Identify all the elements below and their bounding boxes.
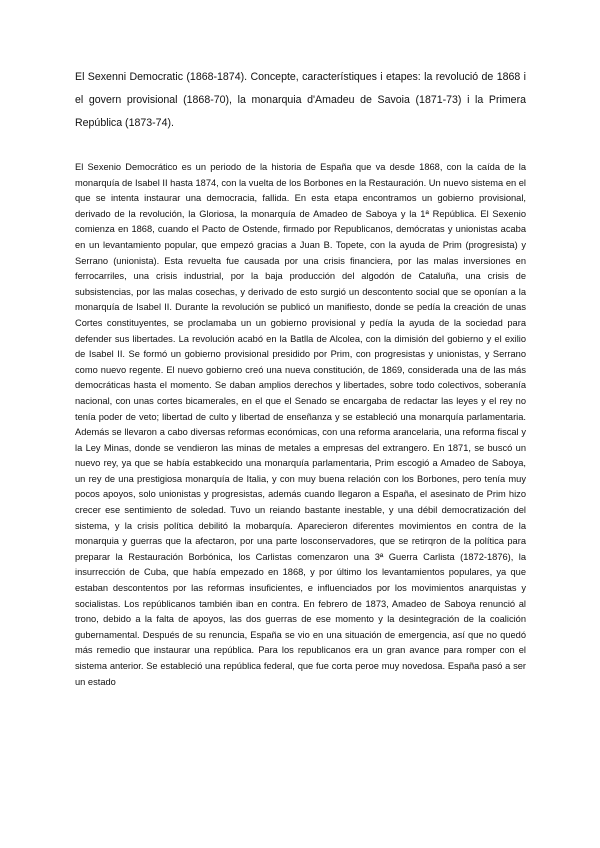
document-title: El Sexenni Democratic (1868-1874). Concepte, característiques i etapes: la revolució de 1868 i el govern provisional (1868-70), la monarquia d'Amadeu de Savoia (1871-73) i la Primera República (1873-74).	[75, 71, 526, 129]
document-body: El Sexenio Democrático es un periodo de la historia de España que va desde 1868, con la caída de la monarquía de Isabel II hasta 1874, con la vuelta de los Borbones en la Restauración. Un nuevo sistema en el que se intenta instaurar una democracia, fallida. En esta etapa encontramos un gobierno provisional, derivado de la revolución, la Gloriosa, la monarquía de Amadeo de Saboya y la 1ª República. El Sexenio comienza en 1868, cuando el Pacto de Ostende, firmado por Republicanos, demócratas y unionistas acaba en un levantamiento popular, que empezó gracias a Juan B. Topete, con la ayuda de Prim (progresista) y Serrano (unionista). Esta revuelta fue causada por una crisis financiera, por las malas inversiones en ferrocarriles, una crisis industrial, por la baja producción del algodón de Cataluña, una crisis de subsistencias, por las malas cosechas, y derivado de esto surgió un descontento social que se oponían a la monarquía de Isabel II. Durante la revolución se publicó un manifiesto, donde se pedía la creación de unas Cortes constituyentes, se proclamaba un un gobierno provisional y pedía la ayuda de la sociedad para defender sus libertades. La revolución acabó en la Batlla de Alcolea, con la dimisión del gobierno y el exilio de Isabel II. Se formó un gobierno provisional presidido por Prim, con progresistas y unionistas, y Serrano como nuevo regente. El nuevo gobierno creó una nueva constitución, de 1869, considerada una de las más democráticas hasta el momento. Se daban amplios derechos y libertades, sobre todo colectivos, soberanía nacional, con unas cortes bicamerales, en el que el Senado se encargaba de redactar las leyes y el rey no tenía poder de veto; libertad de culto y libertad de enseñanza y se estableció una monarquía parlamentaria. Además se llevaron a cabo diversas reformas económicas, con una reforma arancelaria, una reforma fiscal y la Ley Minas, donde se vendieron las minas de metales a empresas del extrangero. En 1871, se buscó un nuevo rey, ya que se había estabkecido una monarquía parlamentaria, Prim escogió a Amadeo de Saboya, un rey de una prestigiosa monarquía de Italia, y con muy buena relación con los Borbones, pero tenía muy pocos apoyos, solo unionistas y progresistas, además cuando llegaron a España, el asesinato de Prim hizo crecer ese sentimiento de soledad. Tuvo un reiando bastante inestable, y una débil democratización del sistema, y la crisis política debilitó la mobarquía. Aparecieron diferentes movimientos en contra de la monarquia y guerras que la afectaron, por una parte losconservadores, que se retirqron de la política para preparar la Restauración Borbónica, los Carlistas comenzaron una 3ª Guerra Carlista (1872-1876), la insurrección de Cuba, que había empezado en 1868, y por último los levantamientos populares, ya que estaban descontentos por las reformas insuficientes, e influenciados por los movimientos anarquistas y socialistas. Los repúblicanos también iban en contra. En febrero de 1873, Amadeo de Saboya renunció al trono, debido a la falta de apoyos, las dos guerras de ese momento y la desintegración de la coalición gubernamental. Después de su renuncia, España se vio en una situación de emergencia, así que no quedó más remedio que instaurar una república. Para los republicanos era un gran avance para romper con el sistema anterior. Se estableció una república federal, que fue corta peroe muy novedosa. España pasó a ser un estado	[75, 162, 526, 687]
